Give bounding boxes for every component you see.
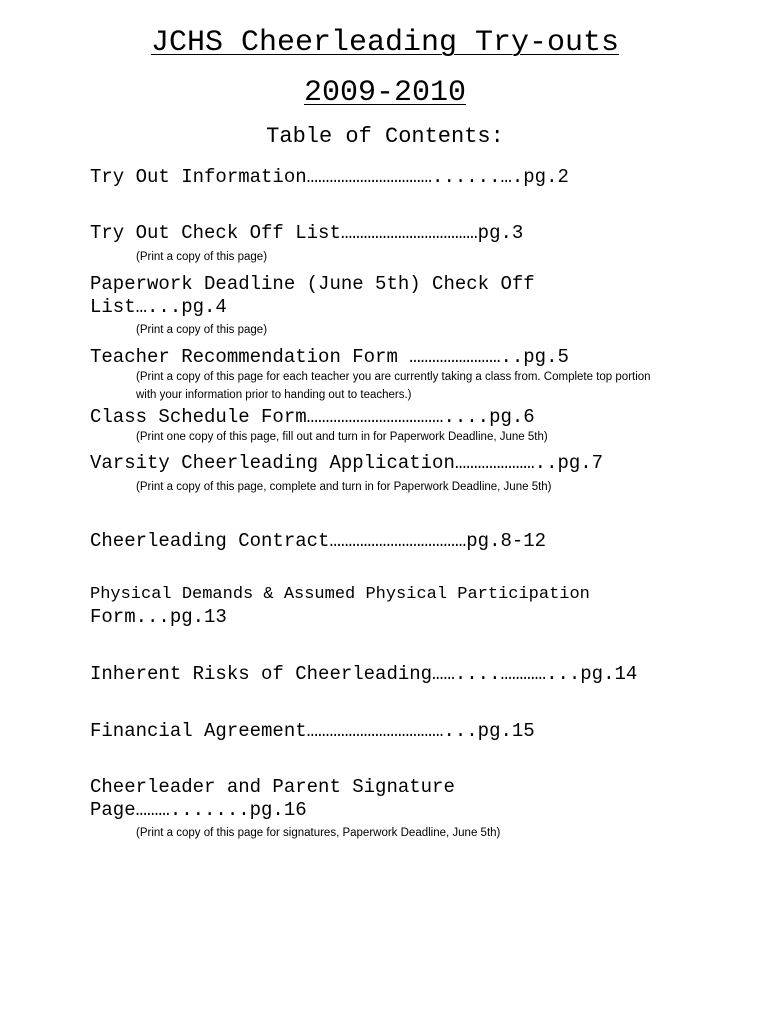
toc-entry-varsity-cheerleading-application: Varsity Cheerleading Application…………………..pg.7 xyxy=(90,452,604,474)
toc-entry-financial-agreement: Financial Agreement………………………………...pg.15 xyxy=(90,720,535,742)
document-title: JCHS Cheerleading Try-outs xyxy=(150,26,620,60)
toc-entry-physical-demands: Physical Demands & Assumed Physical Participation xyxy=(90,585,590,604)
toc-heading: Table of Contents: xyxy=(266,124,504,149)
toc-entry-note: (Print a copy of this page for signatures, Paperwork Deadline, June 5th) xyxy=(136,827,501,839)
toc-entry-signature-page: Cheerleader and Parent Signature xyxy=(90,776,455,798)
toc-entry-teacher-recommendation-form: Teacher Recommendation Form ……………………..pg.5 xyxy=(90,346,569,368)
toc-entry-try-out-information: Try Out Information……………………………......….pg.2 xyxy=(90,166,569,188)
toc-entry-note: (Print a copy of this page for each teacher you are currently taking a class from. Complete top portion xyxy=(136,371,651,383)
toc-entry-signature-page-line2: Page……….......pg.16 xyxy=(90,799,307,821)
toc-entry-try-out-check-off-list: Try Out Check Off List………………………………pg.3 xyxy=(90,222,524,244)
toc-entry-note: (Print a copy of this page) xyxy=(136,251,268,263)
toc-entry-note-line2: with your information prior to handing out to teachers.) xyxy=(136,389,412,401)
toc-entry-note: (Print one copy of this page, fill out and turn in for Paperwork Deadline, June 5th) xyxy=(136,431,548,443)
toc-entry-paperwork-deadline: Paperwork Deadline (June 5th) Check Off xyxy=(90,273,535,295)
toc-entry-note: (Print a copy of this page) xyxy=(136,324,268,336)
toc-entry-paperwork-deadline-line2: List…...pg.4 xyxy=(90,296,227,318)
document-year: 2009-2010 xyxy=(303,76,467,110)
toc-entry-note: (Print a copy of this page, complete and turn in for Paperwork Deadline, June 5th) xyxy=(136,481,552,493)
toc-entry-inherent-risks: Inherent Risks of Cheerleading……....…………...pg.14 xyxy=(90,663,638,685)
toc-entry-cheerleading-contract: Cheerleading Contract………………………………pg.8-12 xyxy=(90,530,547,552)
toc-entry-class-schedule-form: Class Schedule Form………………………………....pg.6 xyxy=(90,406,535,428)
toc-entry-physical-demands-line2: Form...pg.13 xyxy=(90,606,227,628)
